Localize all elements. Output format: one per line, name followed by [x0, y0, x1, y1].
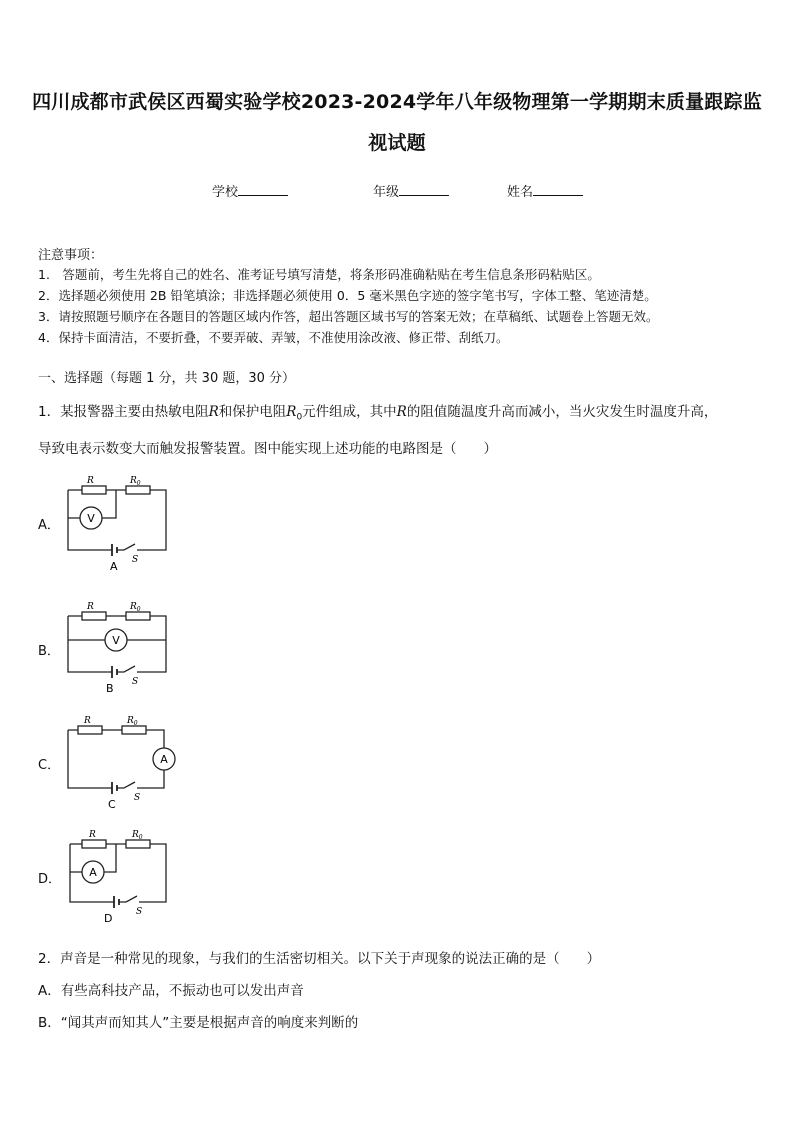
question-2-option-b[interactable]: B．“闻其声而知其人”主要是根据声音的响度来判断的	[38, 1015, 359, 1031]
q1-part-1: 1．某报警器主要由热敏电阻	[38, 404, 209, 420]
diagram-letter-c: C	[108, 798, 116, 811]
resistor-r-label: R	[84, 716, 91, 726]
q1-r-symbol-2: R	[396, 404, 407, 420]
q1-r0-symbol: R	[286, 404, 297, 420]
ammeter-symbol: A	[160, 753, 168, 766]
option-d-label[interactable]: D．	[38, 872, 62, 887]
switch-label: S	[132, 677, 139, 687]
q1-part-2: 和保护电阻	[218, 404, 287, 420]
school-field[interactable]	[212, 181, 288, 200]
circuit-diagram-b	[62, 600, 182, 700]
voltmeter-symbol: V	[112, 634, 120, 647]
q1-part-4: 的阻值随温度升高而减小，当火灾发生时温度升高，	[406, 404, 718, 420]
circuit-diagram-a	[62, 474, 182, 574]
diagram-letter-d: D	[104, 912, 113, 925]
name-blank[interactable]	[533, 182, 583, 196]
resistor-r-label: R	[87, 602, 94, 612]
diagram-letter-b: B	[106, 682, 114, 695]
diagram-letter-a: A	[110, 560, 118, 573]
resistor-r0-label: $R_0$	[130, 476, 141, 487]
switch-label: S	[132, 555, 139, 565]
notice-item-1: 1. 答题前，考生先将自己的姓名、准考证号填写清楚，将条形码准确粘贴在考生信息条形码粘贴区。	[38, 267, 600, 282]
resistor-r0-label: $R_0$	[132, 830, 143, 841]
switch-label: S	[134, 793, 141, 803]
grade-field[interactable]	[373, 181, 449, 200]
grade-blank[interactable]	[399, 182, 449, 196]
resistor-r-label: R	[87, 476, 94, 486]
option-a-label[interactable]: A．	[38, 518, 60, 533]
resistor-r0-label: $R_0$	[127, 716, 138, 727]
notice-item-4: 4．保持卡面清洁，不要折叠，不要弄破、弄皱，不准使用涂改液、修正带、刮纸刀。	[38, 330, 509, 345]
grade-label: 年级	[373, 185, 400, 200]
question-2-option-a[interactable]: A．有些高科技产品，不振动也可以发出声音	[38, 983, 304, 999]
name-field[interactable]	[507, 181, 583, 200]
circuit-diagram-d	[62, 826, 182, 926]
q1-part-3: 元件组成，其中	[302, 404, 397, 420]
question-2-stem: 2．声音是一种常见的现象，与我们的生活密切相关。以下关于声现象的说法正确的是（ ）	[38, 951, 601, 967]
circuit-diagram-c	[62, 712, 182, 812]
option-b-label[interactable]: B．	[38, 644, 60, 659]
q1-r-symbol: R	[208, 404, 219, 420]
exam-title-line-1: 四川成都市武侯区西蜀实验学校2023-2024学年八年级物理第一学期期末质量跟踪监	[32, 91, 762, 113]
school-label: 学校	[212, 185, 239, 200]
notice-item-2: 2．选择题必须使用 2B 铅笔填涂；非选择题必须使用 0．5 毫米黑色字迹的签字笔书写，字体工整、笔迹清楚。	[38, 288, 657, 303]
option-c-label[interactable]: C．	[38, 758, 61, 773]
section-heading: 一、选择题（每题 1 分，共 30 题，30 分）	[38, 371, 296, 386]
q1-r0-subscript: 0	[296, 412, 303, 423]
question-1-line-1	[38, 400, 717, 423]
exam-title-line-2: 视试题	[368, 132, 426, 154]
name-label: 姓名	[507, 185, 534, 200]
switch-label: S	[136, 907, 143, 917]
notice-item-3: 3．请按照题号顺序在各题目的答题区域内作答，超出答题区域书写的答案无效；在草稿纸、试题卷上答题无效。	[38, 309, 659, 324]
voltmeter-symbol: V	[87, 512, 95, 525]
question-1-line-2: 导致电表示数变大而触发报警装置。图中能实现上述功能的电路图是（ ）	[38, 441, 497, 457]
ammeter-symbol: A	[89, 866, 97, 879]
notice-heading: 注意事项：	[38, 248, 104, 263]
school-blank[interactable]	[238, 182, 288, 196]
resistor-r0-label: $R_0$	[130, 602, 141, 613]
resistor-r-label: R	[89, 830, 96, 840]
